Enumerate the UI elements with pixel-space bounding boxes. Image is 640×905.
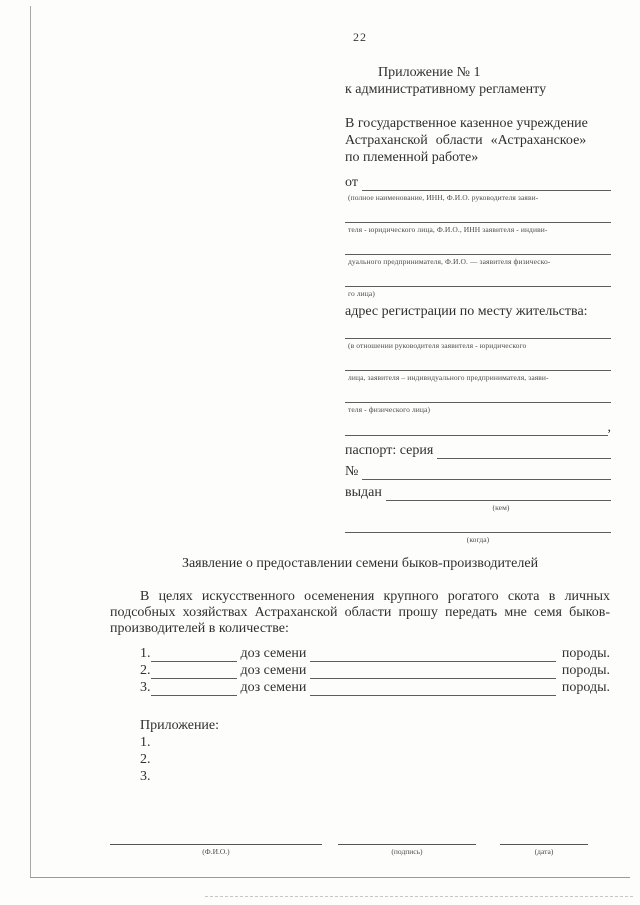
page-number: 22 — [353, 30, 367, 44]
signature-sign-field — [338, 836, 476, 856]
date-blank-line — [500, 836, 588, 845]
from-field-group — [345, 274, 611, 298]
attachment-item-2: 2. — [140, 752, 151, 767]
from-caption-4: го лица) — [348, 289, 375, 298]
from-caption-2: теля - юридического лица, Ф.И.О., ИНН заявителя - индиви- — [348, 225, 548, 234]
date-caption: (дата) — [534, 847, 554, 856]
from-blank-line — [362, 177, 611, 191]
fio-caption: (Ф.И.О.) — [202, 847, 230, 856]
doses-blank — [151, 682, 237, 696]
appendix-subtitle: к административному регламенту — [345, 82, 547, 97]
semen-request-row-3 — [140, 680, 610, 696]
blank-line — [345, 520, 611, 533]
issued-by-field — [345, 484, 611, 512]
address-field-group — [345, 326, 611, 350]
application-paragraph: В целях искусственного осеменения крупного рогатого скота в личных подсобных хозяйствах Астраханской области прошу передать мне семя быков-производителей в количестве: — [110, 589, 610, 636]
semen-request-row-2 — [140, 663, 610, 679]
signature-block — [110, 836, 610, 856]
passport-number-label: № — [345, 464, 359, 479]
breed-blank — [310, 648, 556, 662]
doses-label: доз семени — [240, 663, 307, 678]
issued-label: выдан — [345, 485, 382, 500]
issued-by-blank — [386, 487, 611, 501]
scan-artifact-dotted-line — [205, 896, 633, 897]
breed-label: породы. — [561, 680, 610, 695]
blank-line — [345, 390, 611, 403]
from-field-group — [345, 242, 611, 266]
breed-blank — [310, 665, 556, 679]
passport-number-field — [345, 463, 611, 480]
doses-label: доз семени — [240, 680, 307, 695]
doses-blank — [151, 665, 237, 679]
appendix-header-block — [345, 64, 611, 552]
application-title: Заявление о предоставлении семени быков-производителей — [181, 556, 539, 571]
passport-series-label: паспорт: серия — [345, 443, 434, 458]
attachment-label: Приложение: — [140, 718, 220, 733]
address-caption-2: лица, заявителя – индивидуального предпринимателя, заяви- — [348, 373, 549, 382]
addressee-line-3: по племенной работе» — [345, 150, 479, 165]
blank-line — [345, 210, 611, 223]
breed-blank — [310, 682, 556, 696]
address-field-group — [345, 358, 611, 382]
doses-blank — [151, 648, 237, 662]
addressee-line-2: Астраханской области «Астраханское» — [345, 133, 587, 148]
blank-line — [345, 422, 608, 436]
application-body — [110, 556, 610, 785]
fio-blank-line — [110, 836, 322, 845]
address-caption-3: теля - физического лица) — [348, 405, 431, 414]
blank-line — [345, 326, 611, 339]
issued-date-caption: (когда) — [466, 535, 490, 544]
trailing-comma: , — [607, 420, 611, 435]
row-number: 3. — [140, 680, 151, 695]
addressee-line-1: В государственное казенное учреждение — [345, 116, 588, 131]
semen-request-list — [110, 646, 610, 696]
blank-line — [345, 242, 611, 255]
attachment-item-3: 3. — [140, 769, 151, 784]
issued-date-field — [345, 520, 611, 544]
from-label: от — [345, 175, 358, 190]
from-field-group — [345, 174, 611, 202]
scan-artifact-bottom-line — [30, 877, 630, 878]
breed-label: породы. — [561, 663, 610, 678]
blank-line — [345, 358, 611, 371]
semen-request-row-1 — [140, 646, 610, 662]
passport-series-field — [345, 442, 611, 459]
attachment-block — [110, 717, 610, 785]
sign-blank-line — [338, 836, 476, 845]
appendix-title: Приложение № 1 — [378, 65, 481, 80]
doses-label: доз семени — [240, 646, 307, 661]
addressee-block — [345, 115, 611, 166]
address-label: адрес регистрации по месту жительства: — [345, 304, 588, 319]
from-caption-3: дуального предпринимателя, Ф.И.О. — заявителя физическо- — [348, 257, 551, 266]
address-caption-1: (в отношении руководителя заявителя - юридического — [348, 341, 527, 350]
sign-caption: (подпись) — [391, 847, 423, 856]
attachment-item-1: 1. — [140, 735, 151, 750]
passport-number-blank — [362, 466, 611, 480]
row-number: 2. — [140, 663, 151, 678]
scan-artifact-left-border — [30, 6, 31, 878]
from-field-group — [345, 210, 611, 234]
signature-fio-field — [110, 836, 322, 856]
extra-blank-line — [345, 419, 611, 436]
passport-series-blank — [437, 445, 611, 459]
issued-by-caption: (кем) — [492, 503, 510, 512]
address-field-group — [345, 390, 611, 414]
row-number: 1. — [140, 646, 151, 661]
breed-label: породы. — [561, 646, 610, 661]
blank-line — [345, 274, 611, 287]
signature-date-field — [500, 836, 588, 856]
from-caption-1: (полное наименование, ИНН, Ф.И.О. руководителя заяви- — [348, 193, 539, 202]
